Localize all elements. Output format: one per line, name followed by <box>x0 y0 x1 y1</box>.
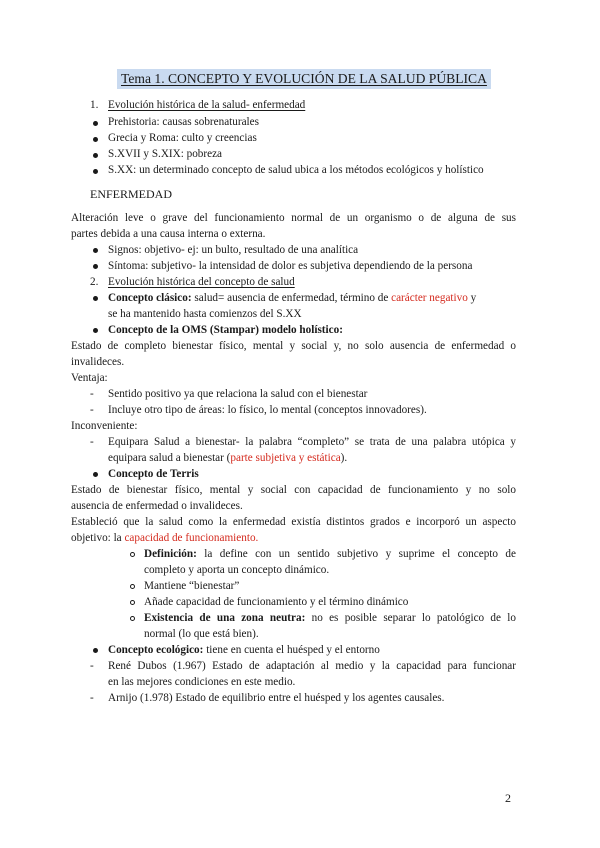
highlight-text: parte subjetiva y estática <box>230 452 341 464</box>
page-title: Tema 1. CONCEPTO Y EVOLUCIÓN DE LA SALUD PÚBLICA <box>117 69 491 89</box>
sub-list-item-continuation: completo y aporta un concepto dinámico. <box>144 564 330 576</box>
list-item-continuation: se ha mantenido hasta comienzos del S.XX <box>108 308 302 320</box>
list-item: Síntoma: subjetivo- la intensidad de dolor es subjetiva dependiendo de la persona <box>108 260 473 272</box>
bullet-icon <box>93 472 98 477</box>
list-item: Grecia y Roma: culto y creencias <box>108 132 257 144</box>
circle-bullet-icon <box>130 616 135 621</box>
inline-text: ). <box>340 452 348 464</box>
paragraph-line: Estableció que la salud como la enfermedad existía distintos grados e incorporó un aspecto <box>71 516 516 528</box>
paragraph-line: invalideces. <box>71 356 125 368</box>
inline-text: tiene en cuenta el huésped y el entorno <box>203 644 380 656</box>
term-label: Existencia de una zona neutra: <box>144 612 306 624</box>
section-heading: Evolución histórica del concepto de salud <box>108 276 295 288</box>
list-item: Incluye otro tipo de áreas: lo físico, lo mental (conceptos innovadores). <box>108 404 427 416</box>
term-label: Concepto clásico: <box>108 292 192 304</box>
dash-marker: - <box>90 692 94 704</box>
highlight-text: capacidad de funcionamiento. <box>124 532 259 544</box>
page-number: 2 <box>505 791 511 805</box>
term-label: Definición: <box>144 548 197 560</box>
bullet-icon <box>93 648 98 653</box>
term-label: Concepto ecológico: <box>108 644 204 656</box>
paragraph-line: partes debida a una causa interna o externa. <box>71 228 266 240</box>
dash-marker: - <box>90 436 94 448</box>
bullet-icon <box>93 169 98 174</box>
list-item: Signos: objetivo- ej: un bulto, resultado de una analítica <box>108 244 359 256</box>
inline-text: y <box>467 292 477 304</box>
term-label: Concepto de la OMS (Stampar) modelo holístico: <box>108 324 343 336</box>
list-item: Prehistoria: causas sobrenaturales <box>108 116 259 128</box>
paragraph-line: Estado de bienestar físico, mental y social con capacidad de funcionamiento y no solo <box>71 484 516 496</box>
circle-bullet-icon <box>130 552 135 557</box>
subheading: Inconveniente: <box>71 420 138 432</box>
term-label: Concepto de Terris <box>108 468 199 480</box>
list-number: 1. <box>90 99 99 111</box>
bullet-icon <box>93 328 98 333</box>
subheading: Ventaja: <box>71 372 108 384</box>
list-item: Equipara Salud a bienestar- la palabra “completo” se trata de una palabra utópica y <box>108 436 516 448</box>
sub-list-item <box>144 610 516 626</box>
list-item: S.XX: un determinado concepto de salud ubica a los métodos ecológicos y holístico <box>108 164 484 176</box>
sub-list-item: Añade capacidad de funcionamiento y el término dinámico <box>144 596 409 608</box>
list-number: 2. <box>90 276 99 288</box>
list-item-continuation: en las mejores condiciones en este medio. <box>108 676 296 688</box>
bullet-icon <box>93 296 98 301</box>
list-item: Arnijo (1.978) Estado de equilibrio entre el huésped y los agentes causales. <box>108 692 445 704</box>
list-item <box>108 290 476 306</box>
list-item: S.XVII y S.XIX: pobreza <box>108 148 223 160</box>
inline-text: objetivo: la <box>71 532 125 544</box>
bullet-icon <box>93 153 98 158</box>
section-heading: Evolución histórica de la salud- enfermedad <box>108 99 306 111</box>
inline-text: salud= ausencia de enfermedad, término de <box>191 292 392 304</box>
bullet-icon <box>93 121 98 126</box>
list-item-continuation <box>108 450 347 466</box>
list-item: Sentido positivo ya que relaciona la salud con el bienestar <box>108 388 368 400</box>
sub-list-item <box>144 546 516 562</box>
inline-text: la define con un sentido subjetivo y suprime el concepto de <box>196 548 516 560</box>
sub-list-item: Mantiene “bienestar” <box>144 580 240 592</box>
paragraph-line: Estado de completo bienestar físico, mental y social y, no solo ausencia de enfermedad o <box>71 340 516 352</box>
highlight-text: carácter negativo <box>391 292 468 304</box>
bullet-icon <box>93 137 98 142</box>
list-item: René Dubos (1.967) Estado de adaptación al medio y la capacidad para funcionar <box>108 660 516 672</box>
dash-marker: - <box>90 404 94 416</box>
circle-bullet-icon <box>130 600 135 605</box>
section-heading: ENFERMEDAD <box>90 187 173 201</box>
sub-list-item-continuation: normal (lo que está bien). <box>144 628 259 640</box>
bullet-icon <box>93 248 98 253</box>
dash-marker: - <box>90 660 94 672</box>
inline-text: no es posible separar lo patológico de lo <box>305 612 516 624</box>
list-item <box>108 642 380 658</box>
paragraph-line: Alteración leve o grave del funcionamiento normal de un organismo o de alguna de sus <box>71 212 516 224</box>
bullet-icon <box>93 264 98 269</box>
paragraph-line <box>71 530 258 546</box>
circle-bullet-icon <box>130 584 135 589</box>
paragraph-line: ausencia de enfermedad o invalideces. <box>71 500 243 512</box>
dash-marker: - <box>90 388 94 400</box>
inline-text: equipara salud a bienestar ( <box>108 452 231 464</box>
